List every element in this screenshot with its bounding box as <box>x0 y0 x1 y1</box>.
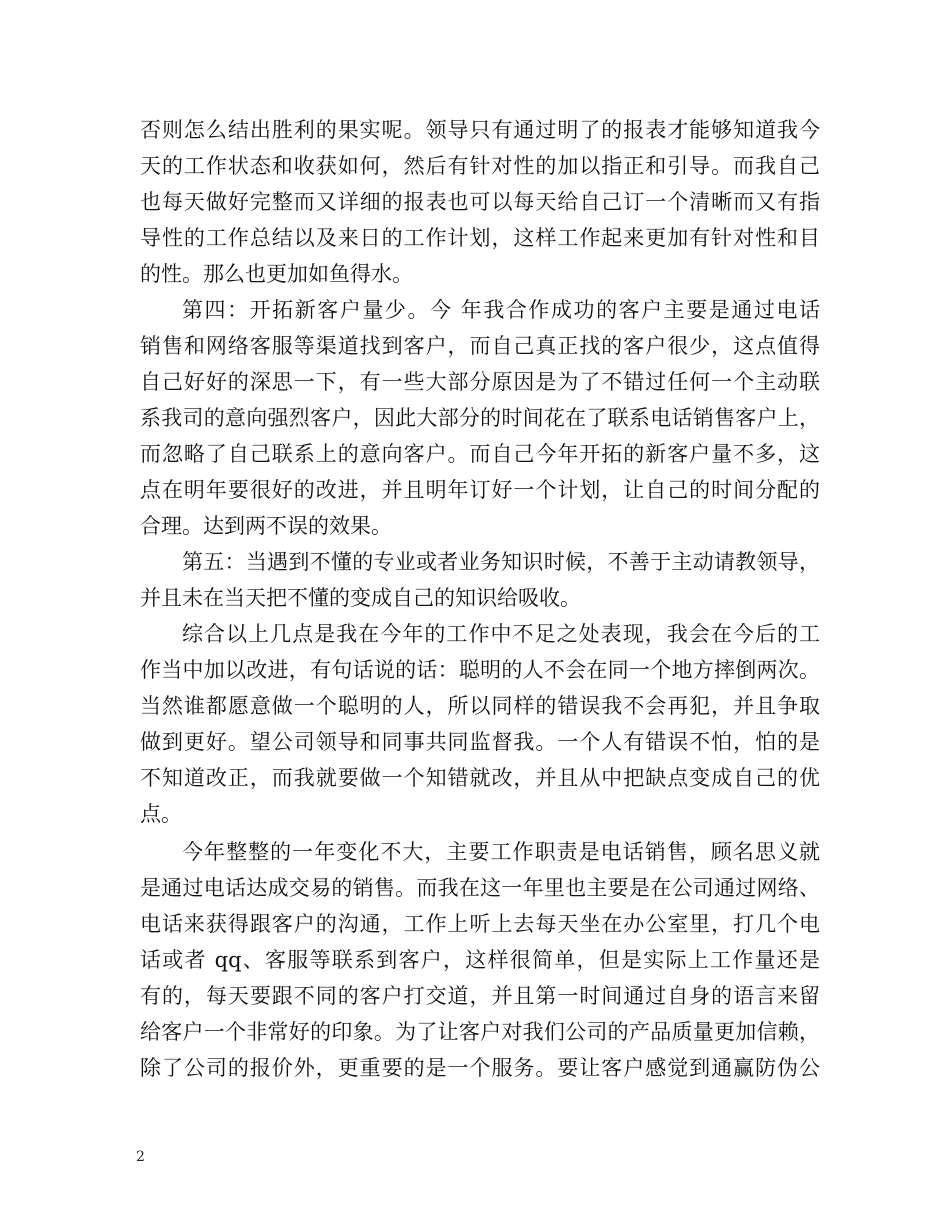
paragraph-line: 电话来获得跟客户的沟通，工作上听上去每天坐在办公室里，打几个电 <box>140 912 820 936</box>
paragraph-line: 导性的工作总结以及来日的工作计划，这样工作起来更加有针对性和目 <box>140 226 820 250</box>
paragraph-line: 而忽略了自己联系上的意向客户。而自己今年开拓的新客户量不多，这 <box>140 442 820 466</box>
paragraph-line: 系我司的意向强烈客户，因此大部分的时间花在了联系电话销售客户上， <box>140 406 820 430</box>
paragraph-line: 做到更好。望公司领导和同事共同监督我。一个人有错误不怕，怕的是 <box>140 730 820 754</box>
paragraph-line: 有的，每天要跟不同的客户打交道，并且第一时间通过自身的语言来留 <box>140 984 820 1008</box>
paragraph-line: 自己好好的深思一下，有一些大部分原因是为了不错过任何一个主动联 <box>140 370 820 394</box>
paragraph-line: 并且未在当天把不懂的变成自己的知识给吸收。 <box>140 586 581 610</box>
paragraph-line: 综合以上几点是我在今年的工作中不足之处表现，我会在今后的工 <box>182 622 820 646</box>
paragraph-line: 今年整整的一年变化不大，主要工作职责是电话销售，顾名思义就 <box>182 840 820 864</box>
paragraph-line: 天的工作状态和收获如何，然后有针对性的加以指正和引导。而我自己 <box>140 154 820 178</box>
paragraph-line: 话或者 qq、客服等联系到客户，这样很简单，但是实际上工作量还是 <box>140 948 820 972</box>
paragraph-line: 除了公司的报价外，更重要的是一个服务。要让客户感觉到通赢防伪公 <box>140 1056 820 1080</box>
paragraph-line: 销售和网络客服等渠道找到客户，而自己真正找的客户很少，这点值得 <box>140 334 820 358</box>
paragraph-line: 作当中加以改进，有句话说的话：聪明的人不会在同一个地方摔倒两次。 <box>140 658 820 682</box>
paragraph-line: 是通过电话达成交易的销售。而我在这一年里也主要是在公司通过网络、 <box>140 876 820 900</box>
paragraph-line: 不知道改正，而我就要做一个知错就改，并且从中把缺点变成自己的优 <box>140 766 820 790</box>
paragraph-line: 否则怎么结出胜利的果实呢。领导只有通过明了的报表才能够知道我今 <box>140 118 820 142</box>
paragraph-line: 点在明年要很好的改进，并且明年订好一个计划，让自己的时间分配的 <box>140 478 820 502</box>
paragraph-line: 当然谁都愿意做一个聪明的人，所以同样的错误我不会再犯，并且争取 <box>140 694 820 718</box>
paragraph-line: 合理。达到两不误的效果。 <box>140 514 392 538</box>
paragraph-line: 第四：开拓新客户量少。今 年我合作成功的客户主要是通过电话 <box>182 298 820 322</box>
paragraph-line: 的性。那么也更加如鱼得水。 <box>140 262 413 286</box>
paragraph-line: 第五：当遇到不懂的专业或者业务知识时候，不善于主动请教领导， <box>182 550 820 574</box>
paragraph-line: 给客户一个非常好的印象。为了让客户对我们公司的产品质量更加信赖， <box>140 1020 820 1044</box>
page-number: 2 <box>136 1149 145 1165</box>
paragraph-line: 也每天做好完整而又详细的报表也可以每天给自己订一个清晰而又有指 <box>140 190 820 214</box>
paragraph-line: 点。 <box>140 802 182 826</box>
